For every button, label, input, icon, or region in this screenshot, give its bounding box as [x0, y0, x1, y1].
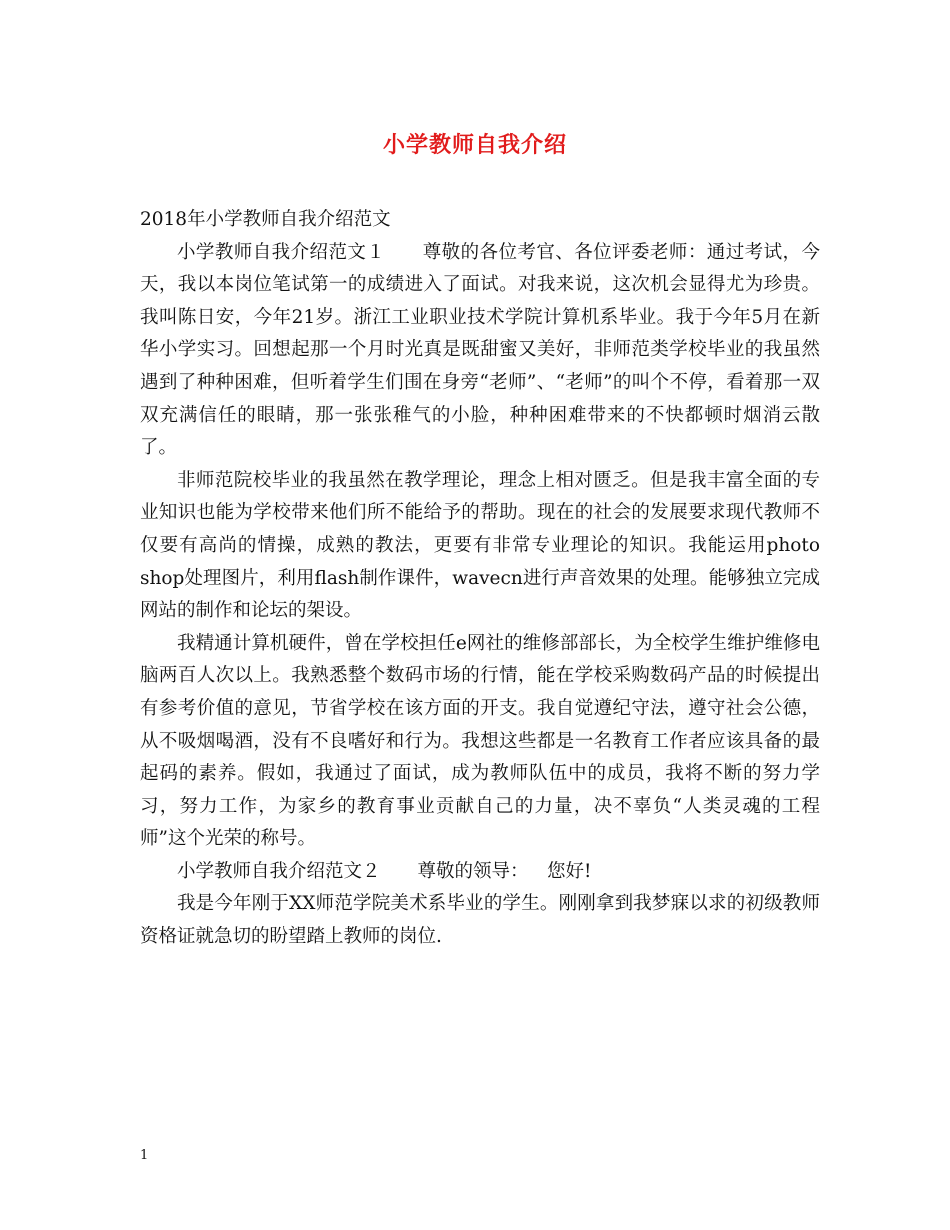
paragraph-3: 我精通计算机硬件，曾在学校担任e网社的维修部部长，为全校学生维护维修电脑两百人次以上。我熟悉整个数码市场的行情，能在学校采购数码产品的时候提出有参考价值的意见，节省学校在该方面的开支。我自觉遵纪守法，遵守社会公德，从不吸烟喝酒，没有不良嗜好和行为。我想这些都是一名教育工作者应该具备的最起码的素养。假如，我通过了面试，成为教师队伍中的成员，我将不断的努力学习，努力工作，为家乡的教育事业贡献自己的力量，决不辜负“人类灵魂的工程师”这个光荣的称号。 — [140, 632, 820, 850]
sample-2-greeting: 尊敬的领导： — [417, 860, 529, 882]
document-title: 小学教师自我介绍 — [382, 132, 567, 158]
sample-1-label: 小学教师自我介绍范文１ — [177, 241, 386, 263]
paragraph-1 — [140, 237, 820, 465]
page-number: 1 — [140, 1148, 149, 1163]
document-body — [140, 204, 820, 954]
document-subtitle: 2018年小学教师自我介绍范文 — [140, 209, 391, 230]
paragraph-4 — [140, 856, 820, 889]
paragraph-2: 非师范院校毕业的我虽然在教学理论，理念上相对匮乏。但是我丰富全面的专业知识也能为学校带来他们所不能给予的帮助。现在的社会的发展要求现代教师不仅要有高尚的情操，成熟的教法，更要有非常专业理论的知识。我能运用photo shop处理图片，利用flash制作课件，wavecn进行声音效果的处理。能够独立完成网站的制作和论坛的架设。 — [140, 469, 820, 622]
sample-1-greeting: 尊敬的各位考官、各位评委老师： — [422, 241, 707, 263]
paragraph-5: 我是今年刚于XX师范学院美术系毕业的学生。刚刚拿到我梦寐以求的初级教师资格证就急切的盼望踏上教师的岗位. — [140, 893, 820, 948]
sample-2-label: 小学教师自我介绍范文２ — [177, 860, 381, 882]
sample-1-body: 通过考试，今天，我以本岗位笔试第一的成绩进入了面试。对我来说，这次机会显得尤为珍贵。我叫陈日安，今年21岁。浙江工业职业技术学院计算机系毕业。我于今年5月在新华小学实习。回想起那一个月时光真是既甜蜜又美好，非师范类学校毕业的我虽然遇到了种种困难，但听着学生们围在身旁“老师”、“老师”的叫个不停，看着那一双双充满信任的眼睛，那一张张稚气的小脸，种种困难带来的不快都顿时烟消云散了。 — [140, 241, 820, 459]
sample-2-hello: 您好! — [547, 860, 592, 882]
